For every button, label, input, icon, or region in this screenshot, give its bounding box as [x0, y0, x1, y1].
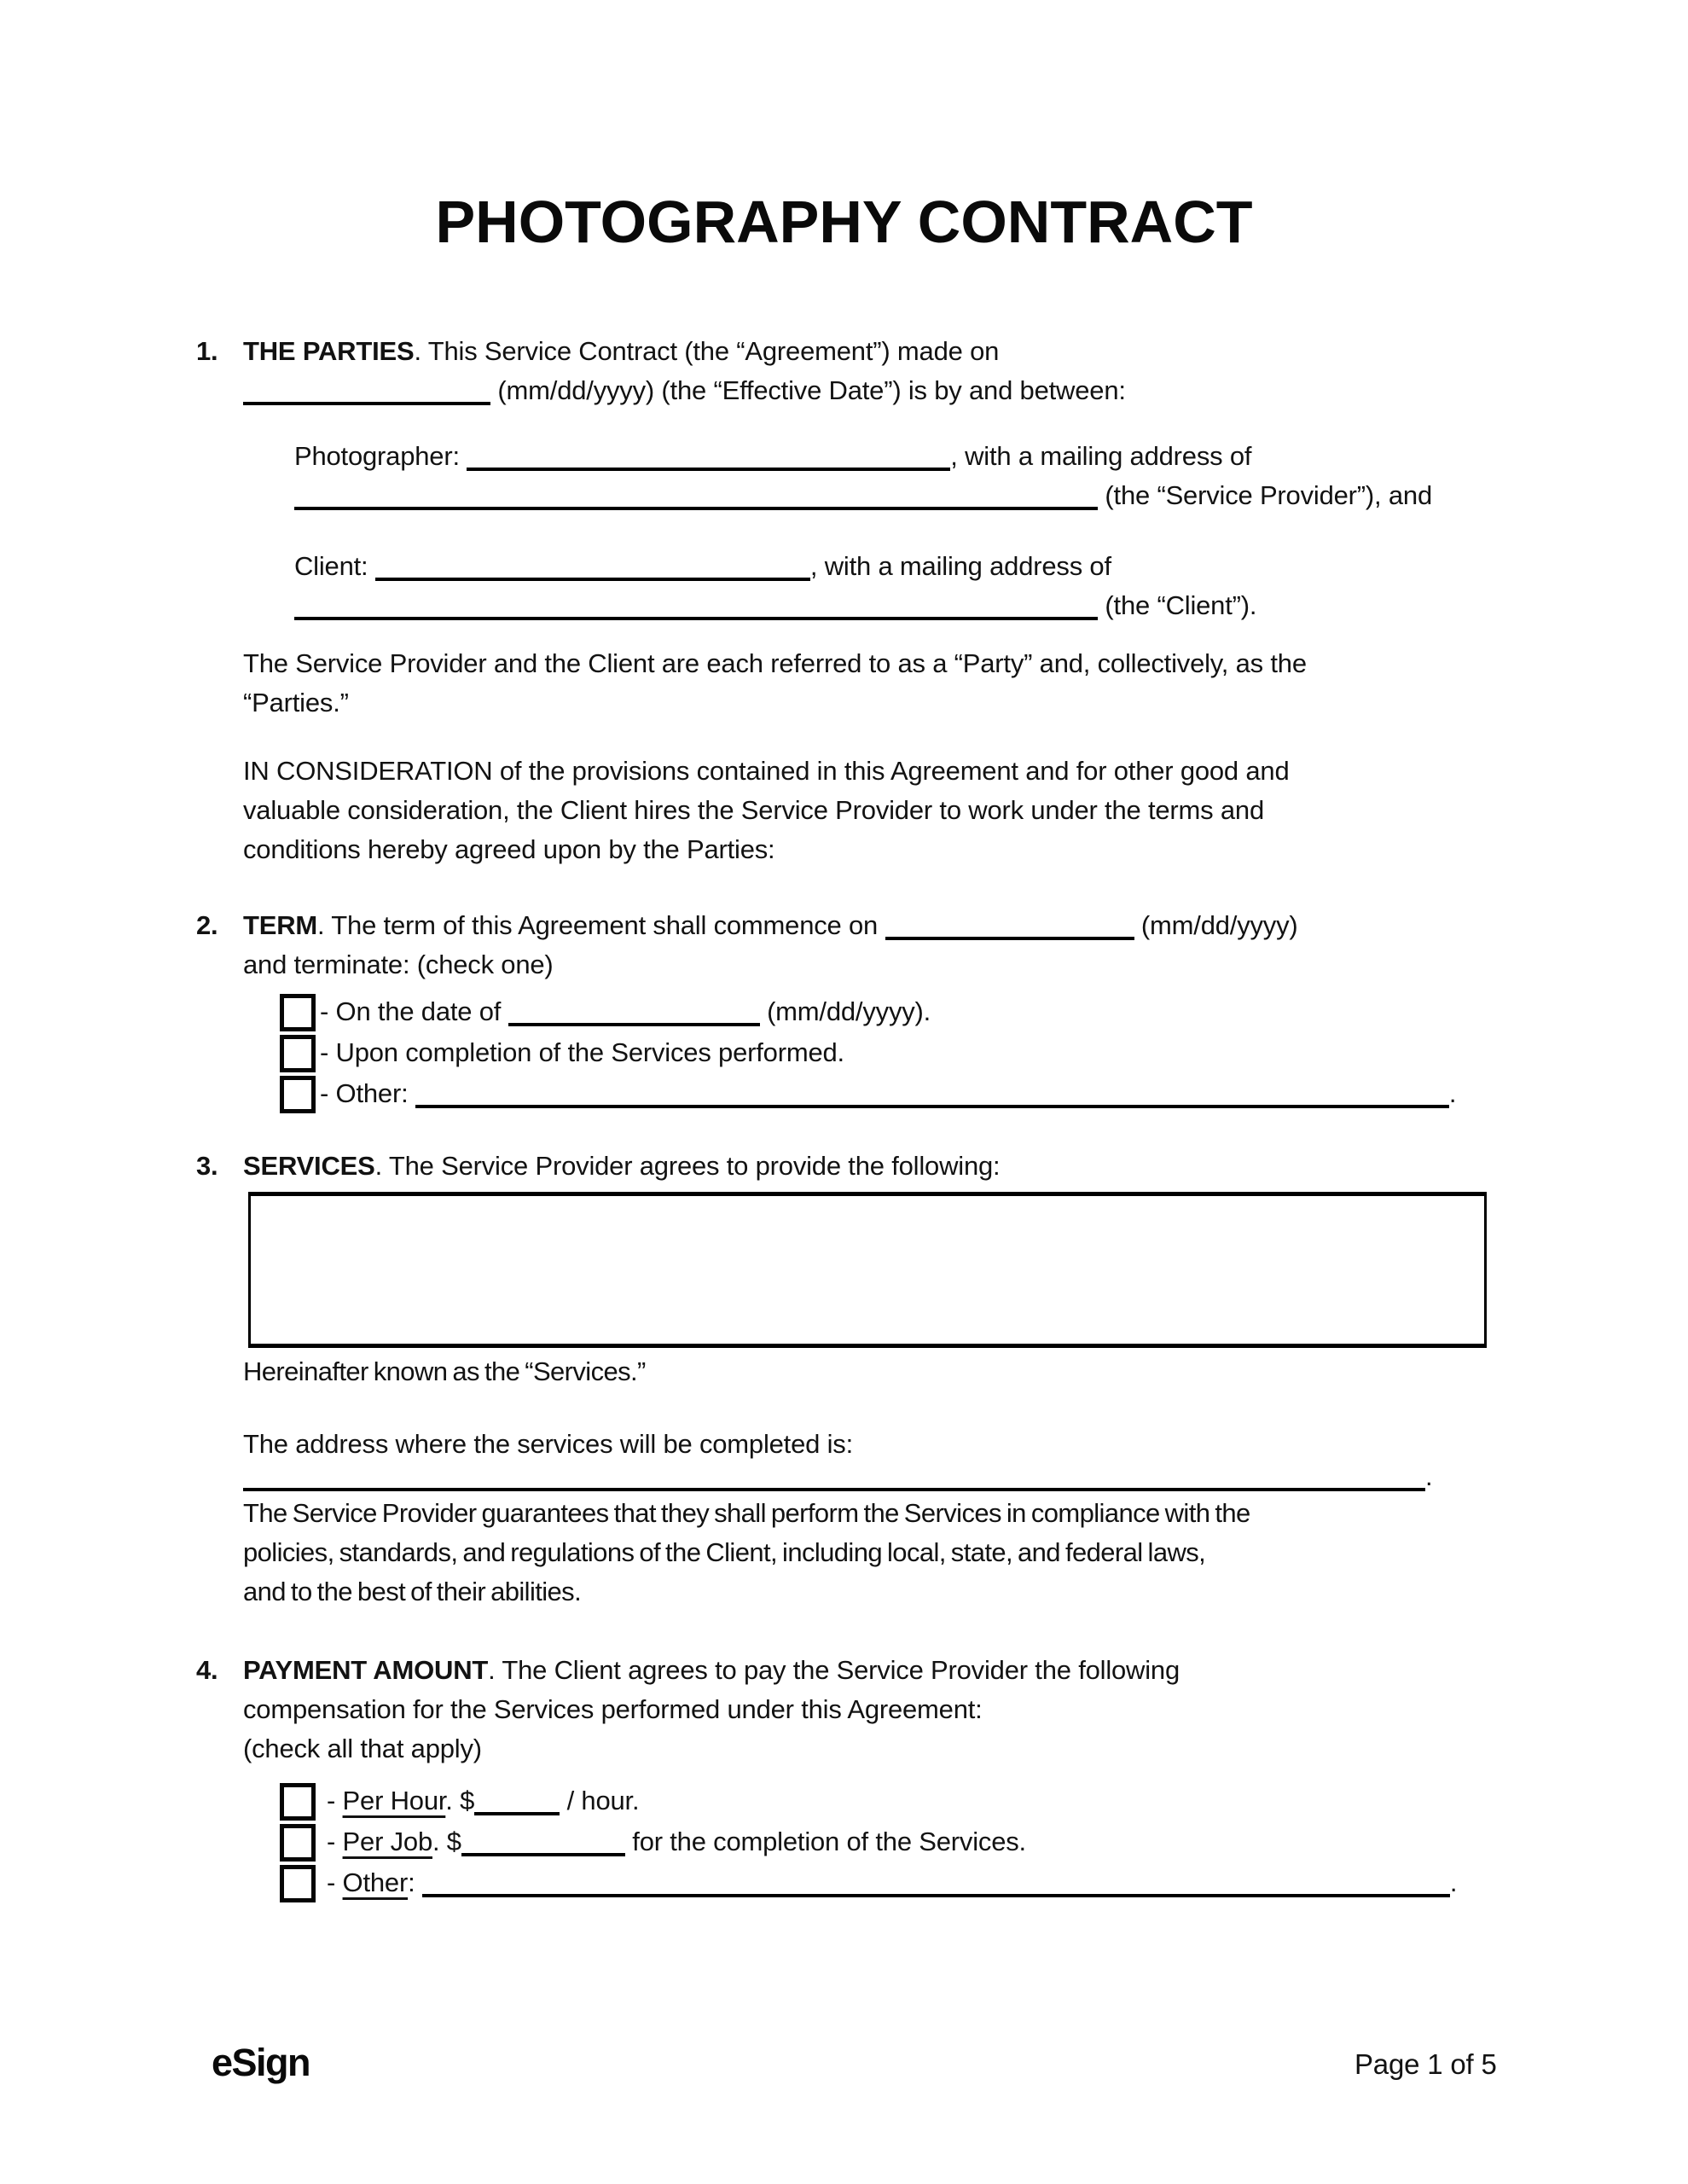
section-heading: TERM — [243, 910, 318, 940]
client-text: (the “Client”). — [1105, 590, 1257, 620]
section-payment-amount — [196, 1651, 1523, 1769]
section-heading-line — [196, 1651, 1523, 1690]
per-job-checkbox[interactable] — [280, 1824, 316, 1862]
photographer-after-text: , with a mailing address of — [950, 441, 1252, 471]
terminate-date-blank[interactable] — [508, 994, 760, 1026]
paragraph-line: IN CONSIDERATION of the provisions contained in this Agreement and for other good and — [243, 756, 1290, 786]
option-text: . — [1449, 1867, 1458, 1897]
service-address-blank[interactable] — [243, 1459, 1425, 1491]
heading-text: . The term of this Agreement shall commence on — [317, 910, 879, 940]
service-address-intro: The address where the services will be completed is: — [243, 1429, 853, 1459]
photographer-block — [294, 437, 1557, 515]
document-title: PHOTOGRAPHY CONTRACT — [435, 189, 1253, 255]
terminate-other-checkbox[interactable] — [280, 1076, 316, 1113]
consideration-paragraph — [243, 752, 1523, 869]
payment-option-per-hour — [280, 1780, 1542, 1821]
section-heading-line — [196, 1147, 1523, 1186]
per-hour-checkbox[interactable] — [280, 1783, 316, 1821]
per-job-label: Per Job — [342, 1827, 432, 1856]
section-number: 1. — [196, 336, 218, 366]
section-number: 4. — [196, 1655, 218, 1685]
option-text: - Upon completion of the Services performed. — [320, 1037, 844, 1067]
section-heading-line — [196, 906, 1523, 945]
photographer-address-blank[interactable] — [294, 478, 1098, 510]
option-text: - On the date of — [320, 996, 502, 1026]
section-heading: THE PARTIES — [243, 336, 415, 366]
option-dash: - — [327, 1786, 336, 1815]
commence-date-blank[interactable] — [885, 908, 1134, 940]
terminate-on-completion-checkbox[interactable] — [280, 1035, 316, 1072]
photographer-label: Photographer: — [294, 441, 460, 471]
option-text: . $ — [445, 1786, 475, 1815]
other-label: Other — [342, 1867, 409, 1897]
paragraph-line: conditions hereby agreed upon by the Parties: — [243, 834, 775, 864]
payment-text: compensation for the Services performed under this Agreement: — [243, 1694, 983, 1724]
section-number: 2. — [196, 910, 218, 940]
section-number: 3. — [196, 1151, 218, 1181]
client-block — [294, 547, 1557, 625]
option-dash: - — [327, 1867, 336, 1897]
paragraph-line: The Service Provider and the Client are each referred to as a “Party” and, collectively, as the — [243, 648, 1307, 678]
payment-option-per-job — [280, 1821, 1542, 1862]
paragraph-line: policies, standards, and regulations of the Client, including local, state, and federal laws, — [243, 1537, 1206, 1567]
per-hour-rate-blank[interactable] — [474, 1783, 560, 1815]
services-description-box[interactable] — [248, 1192, 1487, 1348]
terminate-text: and terminate: (check one) — [243, 950, 554, 979]
payment-options — [280, 1780, 1542, 1903]
photographer-name-blank[interactable] — [467, 439, 950, 471]
paragraph-line: valuable consideration, the Client hires the Service Provider to work under the terms and — [243, 795, 1264, 825]
per-job-rate-blank[interactable] — [461, 1824, 625, 1856]
esign-logo: eSign — [212, 2041, 310, 2084]
payment-check-instruction: (check all that apply) — [243, 1734, 482, 1763]
per-hour-label: Per Hour — [342, 1786, 446, 1815]
client-label: Client: — [294, 551, 368, 581]
option-dash: - — [327, 1827, 336, 1856]
terminate-on-date-checkbox[interactable] — [280, 994, 316, 1031]
paragraph-line: “Parties.” — [243, 688, 349, 717]
paragraph-line: and to the best of their abilities. — [243, 1577, 582, 1606]
option-text: . — [1448, 1078, 1457, 1108]
effective-date-text: (mm/dd/yyyy) (the “Effective Date”) is by and between: — [497, 375, 1126, 405]
term-option-completion — [280, 1032, 1542, 1073]
client-after-text: , with a mailing address of — [809, 551, 1111, 581]
option-text: for the completion of the Services. — [632, 1827, 1026, 1856]
service-provider-text: (the “Service Provider”), and — [1105, 480, 1432, 510]
other-compensation-checkbox[interactable] — [280, 1865, 316, 1902]
client-name-blank[interactable] — [375, 549, 810, 581]
paragraph-line: The Service Provider guarantees that they shall perform the Services in compliance with the — [243, 1498, 1250, 1528]
effective-date-blank[interactable] — [243, 373, 490, 405]
option-text: : — [408, 1867, 415, 1897]
service-address-line — [243, 1457, 1523, 1496]
other-compensation-blank[interactable] — [422, 1865, 1450, 1897]
line-period: . — [1425, 1461, 1433, 1491]
section-the-parties — [196, 332, 1523, 410]
option-text: - Other: — [320, 1078, 409, 1108]
option-text: / hour. — [566, 1786, 640, 1815]
section-heading: PAYMENT AMOUNT — [243, 1655, 489, 1685]
heading-text: . This Service Contract (the “Agreement”) made on — [414, 336, 1000, 366]
services-hereinafter: Hereinafter known as the “Services.” — [243, 1356, 646, 1386]
terminate-other-blank[interactable] — [415, 1076, 1449, 1108]
option-text: (mm/dd/yyyy). — [767, 996, 931, 1026]
section-heading-line — [196, 332, 1523, 371]
guarantee-paragraph — [243, 1494, 1523, 1612]
heading-text: . The Service Provider agrees to provide the following: — [374, 1151, 1001, 1181]
parties-paragraph — [243, 644, 1523, 723]
term-option-date — [280, 991, 1542, 1032]
commence-date-format: (mm/dd/yyyy) — [1140, 910, 1298, 940]
section-services — [196, 1147, 1523, 1186]
page-number: Page 1 of 5 — [1354, 2048, 1497, 2080]
term-options — [280, 991, 1542, 1114]
option-text: . $ — [432, 1827, 461, 1856]
section-term — [196, 906, 1523, 985]
heading-text: . The Client agrees to pay the Service Provider the following — [488, 1655, 1180, 1685]
payment-option-other — [280, 1862, 1542, 1903]
section-heading: SERVICES — [243, 1151, 375, 1181]
effective-date-line — [243, 371, 1523, 410]
client-address-blank[interactable] — [294, 588, 1098, 620]
term-option-other — [280, 1073, 1542, 1114]
